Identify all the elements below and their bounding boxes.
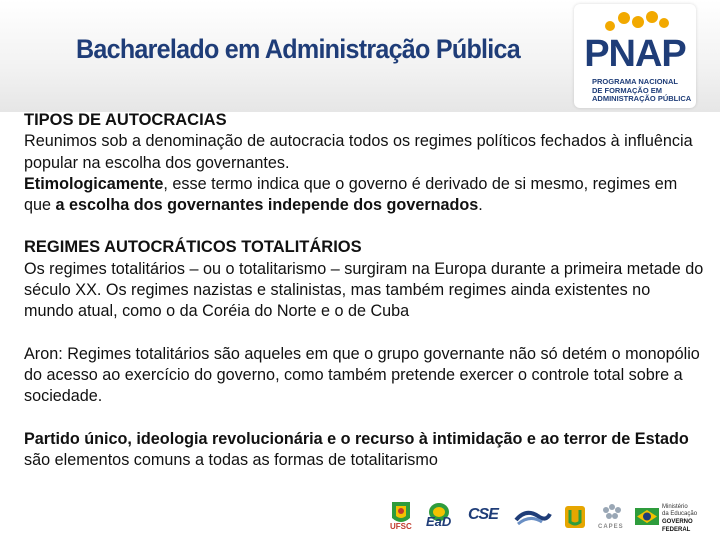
pnap-subtitle-line: ADMINISTRAÇÃO PÚBLICA <box>592 94 692 104</box>
header-banner <box>0 0 720 112</box>
paragraph: Aron: Regimes totalitários são aqueles em que o grupo governante não só detém o monopólio do acesso ao exercício do governo, como também pretende exercer o controle total sobre a sociedade. <box>24 344 700 406</box>
capes-label: CAPES <box>598 524 624 530</box>
mec-line: da Educação <box>662 511 698 517</box>
cse-logo: CSE <box>468 506 498 523</box>
capes-logo <box>596 500 628 536</box>
pnap-wordmark: PNAP <box>584 33 686 75</box>
pnap-logo <box>574 4 696 108</box>
bold-text: Partido único, ideologia revolucionária e o recurso à intimidação e ao terror de Estado <box>24 429 689 448</box>
text: . <box>478 196 483 215</box>
bold-text: Etimologicamente <box>24 174 164 193</box>
section-title: TIPOS DE AUTOCRACIAS <box>24 111 227 129</box>
cad-logo <box>512 500 552 536</box>
mec-label <box>662 504 720 534</box>
text: , esse termo indica que o governo é derivado de si mesmo, regimes em que <box>24 174 678 215</box>
bold-text: a escolha dos governantes independe dos governados <box>55 196 479 215</box>
pnap-subtitle-line: DE FORMAÇÃO EM <box>592 85 662 95</box>
section-title: REGIMES AUTOCRÁTICOS TOTALITÁRIOS <box>24 238 362 257</box>
pnap-subtitle-line: PROGRAMA NACIONAL <box>592 77 678 86</box>
mec-line: GOVERNO FEDERAL <box>662 519 693 533</box>
paragraph: Reunimos sob a denominação de autocracia todos os regimes políticos fechados à influência popular na escolha dos governantes. <box>24 132 693 172</box>
slide-body <box>24 110 704 471</box>
uab-logo <box>562 500 588 536</box>
ead-label: EaD <box>426 514 452 529</box>
text: são elementos comuns a todas as formas de totalitarismo <box>24 450 438 469</box>
course-title: Bacharelado em Administração Pública <box>76 34 520 64</box>
brazil-flag-icon <box>634 500 660 536</box>
mec-line: Ministério <box>662 504 688 510</box>
footer-logos <box>0 496 720 540</box>
pnap-subtitle <box>592 78 692 104</box>
paragraph <box>24 429 704 472</box>
ufsc-label: UFSC <box>390 522 412 531</box>
paragraph <box>24 174 704 217</box>
paragraph: Os regimes totalitários – ou o totalitarismo – surgiram na Europa durante a primeira metade do século XX. Os regimes nazistas e stalinistas, mas também regimes ainda existentes no mundo atual, como o da Coréia do Norte e o de Cuba <box>24 259 704 321</box>
